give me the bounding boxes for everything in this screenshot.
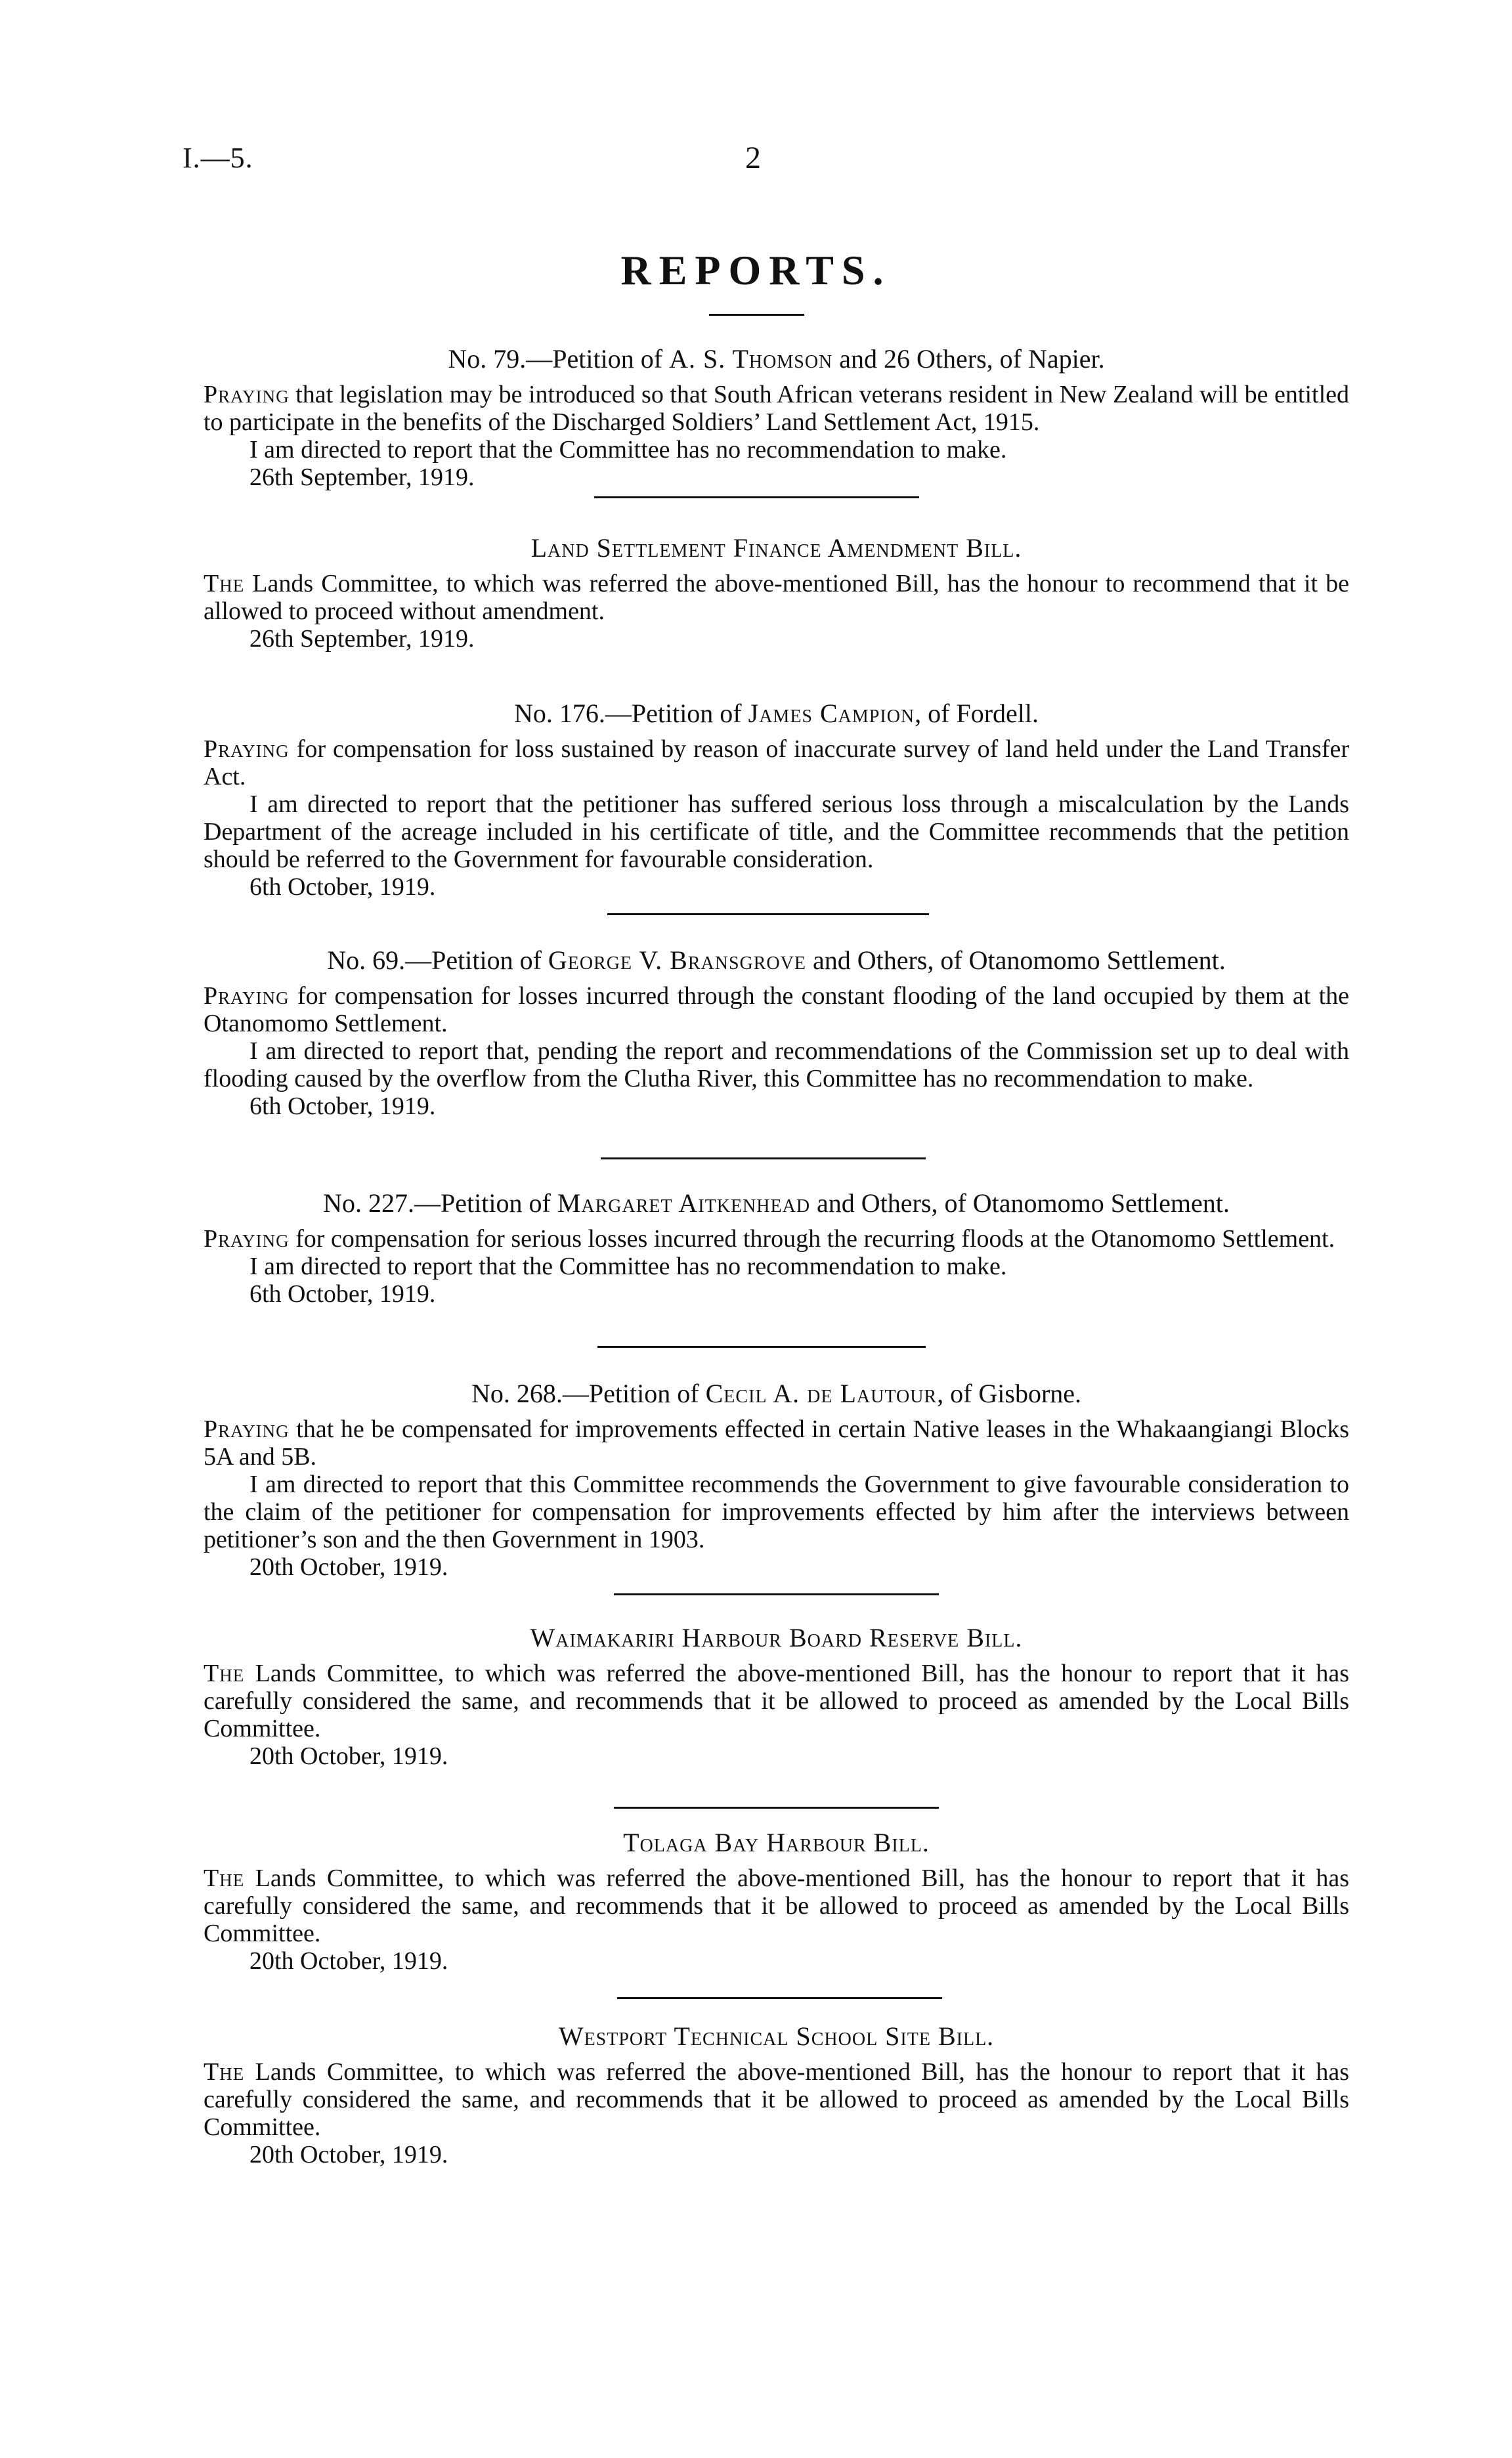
lead-text: that legislation may be introduced so that South African veterans resident in New Zealand will be entitled to participate in the benefits of the Discharged Soldiers’ Land Settlement Act, 1915.: [204, 381, 1349, 436]
section-heading: [204, 343, 1349, 376]
section-heading: [204, 1187, 1349, 1220]
section-body: I am directed to report that the petitioner has suffered serious loss through a miscalculation by the Lands Department of the acreage included in his certificate of title, and the Committee recommends that the petition should be referred to the Government for favourable consideration.: [204, 790, 1349, 873]
heading-suffix: and Others, of Otanomomo Settlement.: [812, 945, 1226, 975]
heading-prefix: No. 227.—Petition of: [323, 1188, 551, 1218]
section-rule: [597, 1346, 926, 1348]
section-lead: [204, 982, 1349, 1037]
section-heading: [204, 532, 1349, 565]
lead-word: Praying: [204, 982, 290, 1010]
report-section: [204, 1187, 1349, 1308]
section-body: I am directed to report that the Committee has no recommendation to make.: [249, 436, 1007, 464]
lead-text: for compensation for serious losses incurred through the recurring floods at the Otanomomo Settlement.: [289, 1225, 1335, 1253]
section-date: 26th September, 1919.: [249, 464, 475, 491]
report-section: [204, 1826, 1349, 1975]
heading-suffix: , of Fordell.: [915, 699, 1039, 728]
section-lead: [204, 2058, 1349, 2141]
lead-word: The: [204, 1660, 245, 1687]
lead-word: Praying: [204, 1415, 290, 1443]
title-rule: [709, 314, 804, 316]
section-body: I am directed to report that, pending the report and recommendations of the Commission set up to deal with flooding caused by the overflow from the Clutha River, this Committee has no recommendation to make.: [204, 1037, 1349, 1092]
document-reference: I.—5.: [183, 142, 253, 174]
section-heading: [204, 944, 1349, 977]
section-lead: [204, 570, 1349, 625]
report-section: [204, 343, 1349, 491]
heading-name: Cecil A. de Lautour: [705, 1379, 938, 1408]
lead-text: Lands Committee, to which was referred the above-mentioned Bill, has the honour to recommend that it be allowed to proceed without amendment.: [204, 570, 1349, 625]
page-number: 2: [745, 140, 761, 175]
heading-name: Tolaga Bay Harbour Bill.: [623, 1828, 930, 1857]
lead-text: that he be compensated for improvements effected in certain Native leases in the Whakaangiangi Blocks 5A and 5B.: [204, 1415, 1349, 1471]
section-heading: [204, 697, 1349, 730]
section-lead: [204, 1225, 1349, 1253]
lead-word: Praying: [204, 381, 290, 408]
section-lead: [204, 1660, 1349, 1742]
heading-suffix: and Others, of Otanomomo Settlement.: [817, 1188, 1230, 1218]
report-section: [204, 1622, 1349, 1770]
heading-suffix: and 26 Others, of Napier.: [839, 344, 1105, 374]
section-body: I am directed to report that the Committee has no recommendation to make.: [249, 1253, 1007, 1280]
lead-word: The: [204, 2058, 245, 2086]
section-heading: [204, 1622, 1349, 1654]
section-rule: [594, 496, 919, 498]
section-heading: [204, 2020, 1349, 2053]
heading-prefix: No. 268.—Petition of: [471, 1379, 699, 1408]
section-lead: [204, 1865, 1349, 1947]
lead-word: The: [204, 570, 245, 597]
heading-name: Waimakariri Harbour Board Reserve Bill.: [530, 1623, 1023, 1652]
heading-suffix: , of Gisborne.: [937, 1379, 1082, 1408]
section-date: 20th October, 1919.: [249, 2141, 448, 2168]
section-date: 6th October, 1919.: [249, 873, 436, 901]
heading-prefix: No. 79.—Petition of: [448, 344, 663, 374]
lead-word: The: [204, 1865, 245, 1892]
heading-name: Land Settlement Finance Amendment Bill.: [530, 533, 1022, 563]
page-title: REPORTS.: [620, 247, 892, 293]
section-date: 6th October, 1919.: [249, 1280, 436, 1308]
heading-name: Margaret Aitkenhead: [557, 1188, 811, 1218]
section-lead: [204, 381, 1349, 436]
section-date: 20th October, 1919.: [249, 1553, 448, 1581]
section-rule: [617, 1997, 942, 1999]
section-date: 26th September, 1919.: [249, 625, 475, 653]
lead-text: Lands Committee, to which was referred the above-mentioned Bill, has the honour to report that it has carefully considered the same, and recommends that it be allowed to proceed as amended by the Local Bills Committee.: [204, 1865, 1349, 1947]
section-rule: [614, 1593, 939, 1595]
section-rule: [601, 1157, 926, 1159]
section-heading: [204, 1377, 1349, 1410]
section-heading: [204, 1826, 1349, 1859]
section-date: 20th October, 1919.: [249, 1742, 448, 1770]
report-section: [204, 697, 1349, 901]
report-section: [204, 1377, 1349, 1581]
section-lead: [204, 735, 1349, 790]
section-lead: [204, 1415, 1349, 1471]
report-section: [204, 944, 1349, 1120]
heading-name: George V. Bransgrove: [548, 945, 806, 975]
section-body: I am directed to report that this Committee recommends the Government to give favourable consideration to the claim of the petitioner for compensation for improvements effected by him after the interviews between petitioner’s son and the then Government in 1903.: [204, 1471, 1349, 1553]
heading-name: A. S. Thomson: [669, 344, 833, 374]
lead-text: for compensation for loss sustained by reason of inaccurate survey of land held under the Land Transfer Act.: [204, 735, 1349, 790]
heading-prefix: No. 69.—Petition of: [327, 945, 542, 975]
section-rule: [614, 1807, 939, 1809]
heading-prefix: No. 176.—Petition of: [513, 699, 742, 728]
lead-text: Lands Committee, to which was referred the above-mentioned Bill, has the honour to report that it has carefully considered the same, and recommends that it be allowed to proceed as amended by the Local Bills Committee.: [204, 2058, 1349, 2141]
heading-name: Westport Technical School Site Bill.: [558, 2021, 995, 2051]
report-section: [204, 532, 1349, 653]
section-rule: [607, 913, 929, 915]
report-section: [204, 2020, 1349, 2168]
heading-name: James Campion: [748, 699, 915, 728]
lead-word: Praying: [204, 735, 290, 763]
section-date: 6th October, 1919.: [249, 1092, 436, 1120]
lead-text: Lands Committee, to which was referred the above-mentioned Bill, has the honour to report that it has carefully considered the same, and recommends that it be allowed to proceed as amended by the Local Bills Committee.: [204, 1660, 1349, 1742]
lead-text: for compensation for losses incurred through the constant flooding of the land occupied by them at the Otanomomo Settlement.: [204, 982, 1349, 1037]
lead-word: Praying: [204, 1225, 290, 1253]
section-date: 20th October, 1919.: [249, 1947, 448, 1975]
